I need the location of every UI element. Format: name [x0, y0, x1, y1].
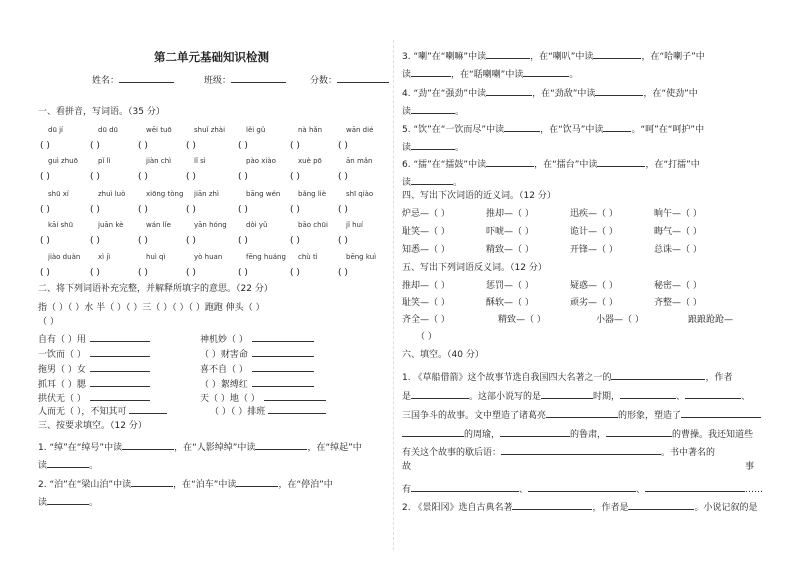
section-5-heading: 五、写出下列词语反义词。（12 分） — [402, 263, 547, 273]
idiom-last-2[interactable]: （ ）（ ）排班 — [210, 404, 326, 417]
section-4-heading: 四、写出下次词语的近义词。（12 分） — [402, 191, 556, 201]
idiom-item[interactable] — [200, 332, 314, 345]
meaning-blank[interactable] — [264, 391, 326, 401]
q3-6-line-2: 读 。 — [402, 175, 462, 188]
idiom-last[interactable]: 人而无（ ），不知其可 — [38, 404, 167, 417]
pinyin-label: chù tì — [298, 253, 318, 261]
idiom-text: （ ）絮缚红 — [200, 380, 248, 390]
word-pair[interactable]: 疑惑—（ ） — [570, 281, 618, 291]
answer-bracket[interactable]: ( ) — [338, 205, 348, 215]
pinyin-label: bāo chūi — [298, 221, 328, 229]
q3-3-line: 3. “喇”在“喇嘛”中读 ，在“喇叭”中读 ，在“哈喇子”中 — [402, 49, 705, 62]
blank[interactable] — [411, 67, 451, 77]
idiom-item[interactable] — [38, 377, 150, 390]
pinyin-label: pào xiào — [246, 157, 276, 165]
word-pair[interactable]: 顽劣—（ ） — [570, 298, 618, 308]
blank[interactable] — [504, 122, 540, 132]
word-pair[interactable]: 知悉—（ ） — [402, 245, 450, 255]
answer-bracket[interactable]: ( ) — [138, 205, 148, 215]
answer-bracket[interactable]: ( ) — [186, 268, 196, 278]
pinyin-label: bēng kuì — [346, 253, 377, 261]
pinyin-label: dòi yǔ — [246, 221, 268, 229]
blank[interactable] — [611, 370, 705, 380]
pinyin-label: bǎng liè — [298, 190, 327, 198]
answer-bracket[interactable]: ( ) — [138, 172, 148, 182]
blank[interactable] — [47, 458, 89, 468]
idiom-item[interactable] — [200, 347, 314, 360]
pinyin-label: xuè pō — [298, 157, 322, 165]
blank[interactable] — [595, 86, 643, 96]
pinyin-label: xiōng tòng — [146, 190, 184, 198]
pinyin-label: xì jì — [98, 253, 111, 261]
blank[interactable] — [402, 427, 464, 437]
answer-bracket[interactable]: ( ) — [238, 205, 248, 215]
word-pair[interactable]: 酥软—（ ） — [486, 298, 534, 308]
word-pair[interactable]: 总诛—（ ） — [654, 245, 702, 255]
blank[interactable] — [628, 500, 694, 510]
word-pair[interactable]: 小器—（ ） — [596, 315, 644, 325]
word-pair[interactable]: 耻笑—（ ） — [402, 227, 450, 237]
answer-bracket[interactable]: ( ) — [238, 141, 248, 151]
page-title: 第二单元基础知识检测 — [154, 50, 269, 64]
pinyin-label: shuǐ zhài — [194, 126, 226, 134]
pinyin-label: dū dū — [98, 126, 118, 134]
pinyin-label: yò huan — [194, 253, 223, 261]
blank[interactable] — [501, 445, 661, 455]
word-pair[interactable]: 吓唬—（ ） — [486, 227, 534, 237]
answer-bracket[interactable]: ( ) — [90, 172, 100, 182]
idiom-text: 拱伏无（ ） — [38, 394, 86, 404]
idiom-text: 喜不自（ ） — [200, 365, 248, 375]
pinyin-label: huì qì — [146, 253, 166, 261]
answer-bracket[interactable]: ( ) — [338, 141, 348, 151]
idiom-item[interactable] — [38, 332, 150, 345]
idiom-text: 一饮而（ ） — [38, 350, 86, 360]
idiom-blank[interactable] — [268, 404, 326, 414]
answer-bracket[interactable]: ( ) — [40, 141, 50, 151]
blank[interactable] — [593, 49, 641, 59]
answer-bracket[interactable]: ( ) — [238, 172, 248, 182]
word-pair[interactable]: 齐全—（ ） — [402, 315, 450, 325]
q6-1-line-6-end: 事 — [745, 462, 755, 472]
pinyin-label: lǐ sì — [194, 157, 206, 165]
idiom-item[interactable] — [200, 377, 314, 390]
answer-bracket[interactable]: ( ) — [290, 172, 300, 182]
pinyin-label: kāi shū — [48, 221, 74, 229]
class-blank[interactable] — [231, 73, 286, 83]
word-pair[interactable]: 耻笑—（ ） — [402, 298, 450, 308]
answer-bracket[interactable]: ( ) — [290, 236, 300, 246]
blank[interactable] — [523, 67, 569, 77]
idiom-text: 拖男（ ）女 — [38, 365, 86, 375]
q6-1-line-2: 是 。这部小说写的是 时期， 、 、 — [402, 389, 750, 402]
answer-bracket[interactable]: ( ) — [186, 172, 196, 182]
answer-bracket[interactable]: ( ) — [238, 236, 248, 246]
word-pair[interactable]: 诡计—（ ） — [570, 227, 618, 237]
blank[interactable] — [47, 495, 89, 505]
blank[interactable] — [486, 49, 530, 59]
blank[interactable] — [500, 427, 570, 437]
meaning-blank[interactable] — [252, 347, 314, 357]
pinyin-label: pǐ lì — [98, 157, 111, 165]
meaning-blank[interactable] — [90, 347, 150, 357]
blank[interactable] — [131, 477, 173, 487]
meaning-blank[interactable] — [252, 377, 314, 387]
q3-5-line-2: 读 。 — [402, 140, 464, 153]
pinyin-label: lěi gǔ — [246, 126, 266, 134]
idiom-item[interactable] — [200, 362, 314, 375]
answer-bracket[interactable]: ( ) — [40, 205, 50, 215]
idiom-item[interactable] — [200, 391, 326, 404]
blank[interactable] — [681, 408, 761, 418]
word-pair[interactable]: 惩罚—（ ） — [486, 281, 534, 291]
answer-bracket[interactable]: ( ) — [186, 141, 196, 151]
blank[interactable] — [620, 389, 676, 399]
pinyin-label: nà hǎn — [298, 126, 323, 134]
answer-bracket[interactable]: ( ) — [338, 236, 348, 246]
class-field[interactable]: 班级： — [204, 73, 286, 86]
blank[interactable] — [603, 122, 631, 132]
blank[interactable] — [122, 440, 174, 450]
q6-1-line-5: 有关这个故事的歇后语： 。书中著名的 — [402, 445, 715, 458]
word-pair[interactable]: 推却—（ ） — [402, 281, 450, 291]
blank[interactable] — [411, 175, 453, 185]
answer-bracket[interactable]: ( ) — [238, 268, 248, 278]
pinyin-label: juān kè — [98, 221, 124, 229]
meaning-blank[interactable] — [90, 362, 150, 372]
answer-bracket[interactable]: ( ) — [290, 205, 300, 215]
blank[interactable] — [546, 408, 618, 418]
idiom-text: 抓耳（ ）腮 — [38, 380, 86, 390]
pinyin-label: jiàn chì — [146, 157, 172, 165]
word-pair[interactable]: 晌午—（ ） — [654, 209, 702, 219]
q6-2-line: 2. 《景阳冈》选自古典名著 ，作者是 。小说记叙的是 — [402, 500, 757, 513]
meaning-blank[interactable] — [90, 391, 150, 401]
name-blank[interactable] — [119, 73, 174, 83]
pinyin-label: dū jí — [48, 126, 63, 134]
section-3-heading: 三、按要求填空。（12 分） — [38, 421, 147, 431]
word-pair[interactable]: 开锋—（ ） — [570, 245, 618, 255]
pinyin-label: shū xí — [48, 190, 69, 198]
section-6-heading: 六、填空。（40 分） — [402, 350, 484, 360]
meaning-blank[interactable] — [252, 362, 314, 372]
word-pair[interactable]: 炉忌—（ ） — [402, 209, 450, 219]
answer-bracket[interactable]: ( ) — [138, 141, 148, 151]
score-field[interactable]: 分数： — [310, 73, 389, 86]
idiom-text: 自有（ ）用 — [38, 335, 86, 345]
blank[interactable] — [236, 477, 278, 487]
pinyin-label: guì zhuō — [48, 157, 78, 165]
q3-3-line-2: 读 ，在“聒喇喇”中读 。 — [402, 67, 578, 80]
blank[interactable] — [528, 482, 636, 492]
q6-1-line: 1. 《草船借箭》这个故事节选自我国四大名著之一的 ，作者 — [402, 370, 732, 383]
answer-bracket[interactable]: ( ) — [90, 236, 100, 246]
answer-bracket[interactable]: ( ) — [138, 268, 148, 278]
q3-6-line: 6. “擂”在“擂鼓”中读 ，在“擂台”中读 ，在“打擂”中 — [402, 157, 700, 170]
pinyin-label: jǐ huí — [346, 221, 363, 229]
q3-2-line-2: 读 。 — [38, 495, 98, 508]
q6-1-line-6: 故 — [402, 462, 412, 472]
blank[interactable] — [486, 86, 532, 96]
idiom-item[interactable] — [38, 362, 150, 375]
idiom-line-1[interactable]: 指（ ）（ ）水 半（ ）（ ）三（ ）（ ）（ ）跑跑 伸头（ ） — [38, 303, 265, 313]
answer-bracket[interactable]: ( ) — [138, 236, 148, 246]
pinyin-label: shī qiào — [346, 190, 374, 198]
blank[interactable] — [411, 104, 455, 114]
word-pair[interactable]: 精致—（ ） — [498, 315, 546, 325]
answer-bracket[interactable]: ( ) — [338, 268, 348, 278]
blank[interactable] — [411, 140, 455, 150]
answer-bracket[interactable]: ( ) — [338, 172, 348, 182]
blank[interactable] — [597, 157, 645, 167]
q3-1-line: 1. “绰”在“绰号”中读 ，在“人影绰绰”中读 ，在“绰起”中 — [38, 440, 362, 453]
meaning-blank[interactable] — [252, 332, 314, 342]
pinyin-label: ān mǎn — [346, 157, 373, 165]
blank[interactable] — [411, 389, 469, 399]
answer-bracket[interactable]: ( ) — [90, 205, 100, 215]
answer-bracket[interactable]: ( ) — [40, 172, 50, 182]
blank[interactable] — [606, 427, 672, 437]
answer-bracket[interactable]: ( ) — [186, 236, 196, 246]
q6-1-line-4: 的周瑜， 的鲁肃， 的曹操。我还知道些 — [402, 427, 753, 440]
q3-5-line: 5. “饮”在“一饮而尽”中读 ，在“饮马”中读 。“呵”在“呵护”中 — [402, 122, 704, 135]
idiom-text: 天（ ）地（ ） — [200, 394, 260, 404]
idiom-text: （ ）财害命 — [200, 350, 248, 360]
pinyin-label: fēng huáng — [246, 253, 286, 261]
q3-1-line-2: 读 。 — [38, 458, 98, 471]
antonym-row-4[interactable]: （ ） — [416, 332, 437, 342]
answer-bracket[interactable]: ( ) — [90, 268, 100, 278]
pinyin-label: bāng wén — [246, 190, 281, 198]
word-pair[interactable]: 迅疾—（ ） — [570, 209, 618, 219]
blank[interactable] — [512, 500, 592, 510]
meaning-blank[interactable] — [90, 332, 150, 342]
pinyin-label: yān hóng — [194, 221, 227, 229]
idiom-line-2[interactable]: （ ） — [38, 317, 59, 327]
word-pair[interactable]: 推却—（ ） — [486, 209, 534, 219]
q6-1-line-7: 有 、 、 …… — [402, 482, 763, 495]
q3-4-line: 4. “劲”在“强劲”中读 ，在“劲敌”中读 ，在“使劲”中 — [402, 86, 698, 99]
q3-4-line-2: 读 。 — [402, 104, 464, 117]
word-pair[interactable]: 踉踉跄跄— — [688, 315, 734, 325]
blank[interactable] — [411, 482, 519, 492]
blank[interactable] — [541, 389, 593, 399]
idiom-item[interactable] — [38, 391, 150, 404]
idiom-text: 神机妙（ ） — [200, 335, 248, 345]
pinyin-label: jiào duàn — [48, 253, 81, 261]
pinyin-label: zhuì luò — [98, 190, 126, 198]
pinyin-label: wān dié — [346, 126, 374, 134]
pinyin-label: wán lǐe — [146, 221, 171, 229]
word-pair[interactable]: 齐整—（ ） — [654, 298, 702, 308]
blank[interactable] — [486, 157, 534, 167]
meaning-blank[interactable] — [90, 377, 150, 387]
word-pair[interactable]: 晦气—（ ） — [654, 227, 702, 237]
score-blank[interactable] — [337, 73, 389, 83]
word-pair[interactable]: 秘密—（ ） — [654, 281, 702, 291]
blank[interactable] — [685, 389, 741, 399]
section-1-heading: 一、看拼音，写词语。（35 分） — [38, 107, 165, 117]
answer-bracket[interactable]: ( ) — [186, 205, 196, 215]
answer-bracket[interactable]: ( ) — [40, 268, 50, 278]
q3-2-line: 2. “泊”在“梁山泊”中读 ，在“泊车”中读 ，在“停泊”中 — [38, 477, 333, 490]
answer-bracket[interactable]: ( ) — [40, 236, 50, 246]
name-field[interactable]: 姓名： — [92, 73, 174, 86]
q6-1-line-3: 三国争斗的故事。文中塑造了诸葛亮 的形象，塑造了 — [402, 408, 761, 421]
blank[interactable] — [645, 482, 745, 492]
idiom-item[interactable] — [38, 347, 150, 360]
answer-bracket[interactable]: ( ) — [290, 268, 300, 278]
column-divider — [393, 40, 394, 550]
answer-bracket[interactable]: ( ) — [290, 141, 300, 151]
pinyin-label: wēi tuō — [146, 126, 172, 134]
section-2-heading: 二、将下列词语补充完整，并解释所填字的意思。（22 分） — [38, 284, 273, 294]
pinyin-label: jiān zhì — [194, 190, 219, 198]
word-pair[interactable]: 精致—（ ） — [486, 245, 534, 255]
blank[interactable] — [255, 440, 307, 450]
answer-bracket[interactable]: ( ) — [90, 141, 100, 151]
idiom-blank[interactable] — [129, 404, 167, 414]
